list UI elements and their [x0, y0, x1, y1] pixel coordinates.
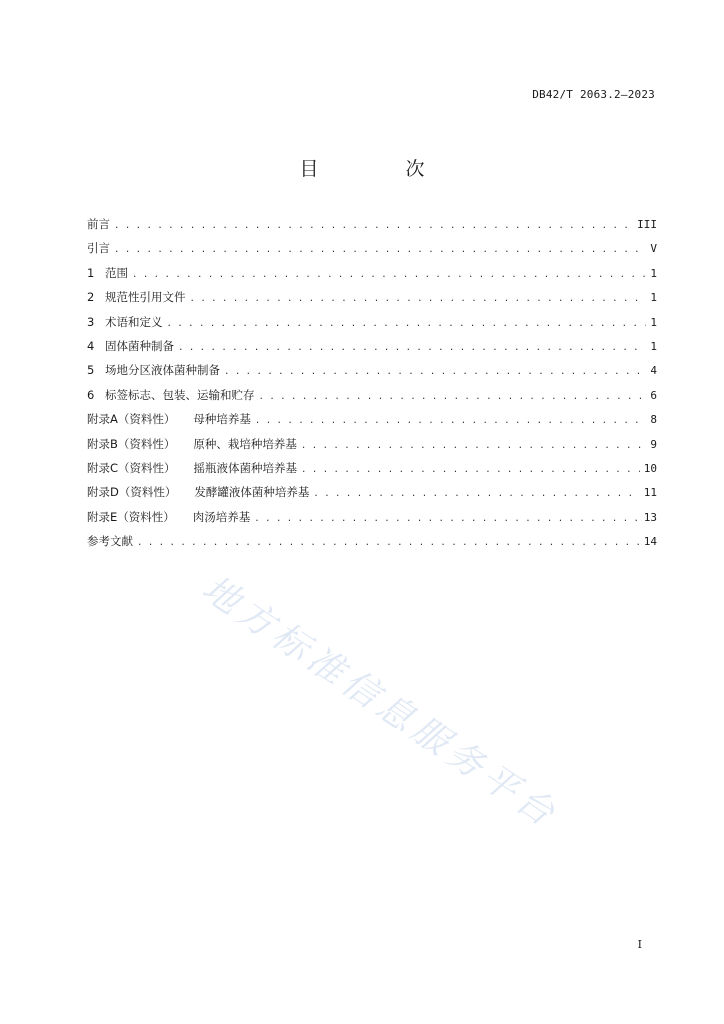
toc-entry-page: 8	[650, 413, 657, 427]
toc-entry-label: 附录B（资料性） 原种、栽培种培养基	[87, 436, 297, 451]
toc-entry[interactable]	[87, 338, 657, 362]
appendix-title: 摇瓶液体菌种培养基	[193, 460, 298, 475]
toc-entry[interactable]	[87, 460, 657, 484]
toc-entry-page: 1	[650, 291, 657, 305]
toc-entry-number: 5	[87, 363, 95, 378]
toc-entry-page: III	[637, 218, 657, 231]
toc-entry[interactable]	[87, 533, 657, 557]
appendix-title: 肉汤培养基	[192, 509, 251, 524]
table-of-contents	[87, 216, 657, 557]
toc-entry-page: 4	[650, 364, 657, 378]
toc-leader-dots	[167, 319, 647, 329]
toc-entry[interactable]	[87, 265, 657, 289]
toc-entry[interactable]	[87, 436, 657, 460]
appendix-title: 原种、栽培种培养基	[193, 436, 297, 451]
toc-entry-page: 1	[650, 266, 657, 280]
toc-entry[interactable]	[87, 240, 657, 264]
toc-entry-number: 3	[87, 314, 95, 329]
toc-entry-number: 6	[87, 387, 95, 402]
toc-entry-page: 11	[643, 486, 657, 500]
toc-entry-label: 4 固体菌种制备	[87, 338, 174, 353]
toc-entry-label: 5 场地分区液体菌种制备	[87, 363, 220, 378]
document-code: DB42/T 2063.2—2023	[532, 88, 655, 101]
toc-leader-dots	[224, 367, 646, 377]
toc-leader-dots	[178, 343, 646, 353]
page-number: I	[637, 938, 642, 951]
appendix-title: 发酵罐液体菌种培养基	[194, 485, 310, 500]
toc-entry-page: V	[650, 242, 657, 256]
toc-leader-dots	[114, 245, 646, 255]
appendix-title: 母种培养基	[193, 412, 251, 427]
toc-entry-label: 引言	[87, 241, 110, 256]
toc-leader-dots	[137, 538, 640, 548]
toc-entry-label: 前言	[87, 217, 110, 231]
toc-entry[interactable]	[87, 314, 657, 338]
toc-leader-dots	[301, 465, 640, 475]
toc-entry-page: 6	[650, 388, 657, 402]
toc-entry[interactable]	[87, 484, 657, 508]
toc-entry[interactable]	[87, 216, 657, 240]
toc-entry-number: 4	[87, 338, 95, 353]
page-title: 目 次	[299, 158, 459, 180]
toc-entry-page: 9	[650, 437, 657, 451]
toc-entry-number: 2	[87, 290, 95, 305]
toc-entry-page: 1	[650, 339, 657, 353]
toc-entry[interactable]	[87, 509, 657, 533]
toc-leader-dots	[132, 270, 646, 280]
toc-entry-label: 附录C（资料性） 摇瓶液体菌种培养基	[87, 460, 298, 475]
toc-entry[interactable]	[87, 362, 657, 386]
toc-leader-dots	[313, 489, 639, 499]
toc-entry-label: 附录A（资料性） 母种培养基	[87, 412, 251, 427]
toc-entry-page: 1	[650, 315, 657, 329]
toc-entry-number: 1	[87, 265, 95, 280]
toc-entry-label: 附录D（资料性） 发酵罐液体菌种培养基	[87, 485, 310, 500]
toc-leader-dots	[254, 514, 639, 524]
watermark: 地方标准信息服务平台	[194, 568, 566, 837]
toc-entry-label: 2 规范性引用文件	[87, 290, 186, 305]
toc-entry-label: 3 术语和定义	[87, 314, 163, 329]
toc-entry-page: 14	[643, 535, 657, 549]
toc-entry[interactable]	[87, 387, 657, 411]
toc-entry-page: 10	[643, 461, 657, 475]
toc-entry-label: 1 范围	[87, 265, 128, 280]
toc-leader-dots	[259, 392, 647, 402]
toc-entry-label: 6 标签标志、包装、运输和贮存	[87, 387, 255, 402]
toc-entry[interactable]	[87, 289, 657, 313]
toc-entry-label: 参考文献	[87, 534, 133, 549]
toc-entry-page: 13	[643, 510, 657, 524]
toc-leader-dots	[301, 441, 646, 451]
toc-leader-dots	[255, 416, 647, 426]
toc-leader-dots	[114, 221, 633, 231]
toc-entry[interactable]	[87, 411, 657, 435]
toc-entry-label: 附录E（资料性） 肉汤培养基	[87, 509, 251, 524]
toc-leader-dots	[190, 294, 647, 304]
